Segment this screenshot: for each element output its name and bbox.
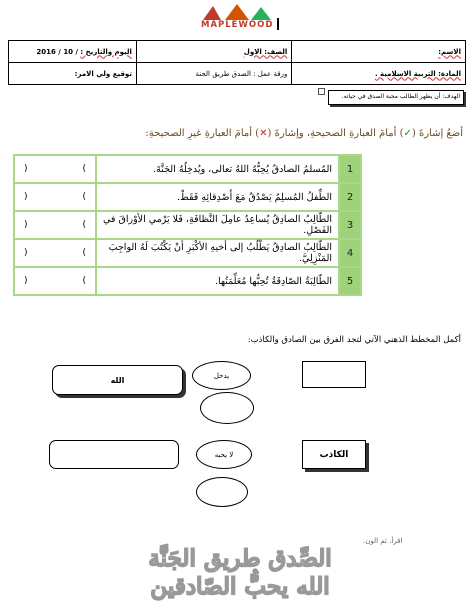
true-false-instruction bbox=[145, 128, 463, 139]
question-number: 3 bbox=[339, 211, 361, 239]
questions-table bbox=[13, 154, 362, 296]
answer-paren-open: ( bbox=[82, 220, 86, 230]
note-anchor-icon bbox=[318, 88, 325, 95]
instruction-part2: ) أمامَ العبارةِ الصحيحةِ، وإشارةَ ( bbox=[267, 128, 404, 139]
grade-cell bbox=[136, 41, 291, 63]
answer-cell[interactable] bbox=[14, 239, 96, 267]
worksheet-label: ورقة عمل : الصدق طريق الجنة bbox=[195, 69, 288, 78]
grade-label: الصف: الاول bbox=[243, 47, 288, 56]
answer-paren-open: ( bbox=[82, 248, 86, 258]
answer-paren-open: ( bbox=[82, 164, 86, 174]
mindmap-instruction: أكمل المخطط الذهني الآتي لتجد الفرق بين الصادق والكاذب: bbox=[247, 335, 461, 345]
objective-text: الهدف: أن يظهر الطالب محبة الصدق في حياته. bbox=[341, 93, 460, 100]
yadkhul-oval bbox=[192, 361, 251, 390]
logo-text: MAPLEWOOD bbox=[201, 20, 274, 30]
instruction-part3: ) أمامَ العبارةِ غيرِ الصحيحةِ: bbox=[145, 128, 260, 139]
answer-paren-close: ) bbox=[24, 248, 28, 258]
date-value: / 10 / 2016 bbox=[36, 47, 79, 56]
name-cell bbox=[292, 41, 466, 63]
answer-paren-close: ) bbox=[24, 220, 28, 230]
liar-box bbox=[302, 440, 366, 469]
answer-paren-close: ) bbox=[24, 276, 28, 286]
la-yuhibbuh-label: لا يحبه bbox=[214, 450, 234, 459]
objective-note bbox=[328, 90, 464, 105]
blank-oval-2[interactable] bbox=[196, 477, 248, 507]
question-text: الطّالِبُ الصادِقُ يَطْلُبُ إلى أخيهِ الأكْبَرِ أنْ يَكْتُبَ لَهُ الواجِبَ المَنْزِلِيَّ. bbox=[96, 239, 339, 267]
blank-oval-1[interactable] bbox=[200, 392, 254, 424]
question-text: الطّالِبَةُ الصّادِقَةُ تُحِبُّها مُعَلِّمَتُها. bbox=[96, 267, 339, 295]
allah-box bbox=[52, 365, 183, 395]
parent-sign-label: توقيع ولي الامر: bbox=[74, 69, 132, 78]
footer-line-1: الصِّدق طريق الجَنَّة bbox=[148, 545, 332, 572]
instruction-part1: أضعُ إشارةَ ( bbox=[411, 128, 463, 139]
answer-cell[interactable] bbox=[14, 183, 96, 211]
question-row bbox=[14, 267, 361, 295]
date-cell bbox=[9, 41, 137, 63]
question-number: 2 bbox=[339, 183, 361, 211]
school-logo bbox=[195, 4, 281, 36]
blank-box-1[interactable] bbox=[302, 361, 366, 388]
answer-paren-open: ( bbox=[82, 192, 86, 202]
question-row bbox=[14, 211, 361, 239]
question-text: المُسلمُ الصادقُ يُحِبُّهُ اللهُ تعالى، ويُدخِلُهُ الجَنَّةَ. bbox=[96, 155, 339, 183]
question-row bbox=[14, 239, 361, 267]
allah-label: الله bbox=[110, 375, 125, 385]
answer-cell[interactable] bbox=[14, 267, 96, 295]
question-row bbox=[14, 155, 361, 183]
check-icon: ✓ bbox=[403, 128, 412, 139]
question-number: 4 bbox=[339, 239, 361, 267]
question-text: الطّالِبُ الصادِقُ يُساعِدُ عامِلَ النَّظافَةِ، فَلا يَرْمي الأوْراقَ في الفَصْلِ. bbox=[96, 211, 339, 239]
read-color-label: اقرأ، ثم الون. bbox=[363, 537, 403, 545]
la-yuhibbuh-oval bbox=[196, 440, 252, 469]
yadkhul-label: يدخل bbox=[213, 371, 230, 380]
answer-cell[interactable] bbox=[14, 211, 96, 239]
question-text: الطِّفلُ المُسلِمُ يَصْدُقُ مَعَ أَصْدِقائِهِ فَقَطْ. bbox=[96, 183, 339, 211]
parent-sign-cell bbox=[9, 63, 137, 85]
question-number: 1 bbox=[339, 155, 361, 183]
answer-paren-open: ( bbox=[82, 276, 86, 286]
answer-cell[interactable] bbox=[14, 155, 96, 183]
liar-label: الكاذب bbox=[319, 449, 349, 460]
header-table bbox=[8, 40, 466, 85]
question-row bbox=[14, 183, 361, 211]
blank-box-2[interactable] bbox=[49, 440, 179, 469]
subject-cell bbox=[292, 63, 466, 85]
answer-paren-close: ) bbox=[24, 164, 28, 174]
name-label: الاسم: bbox=[438, 47, 461, 56]
cross-icon: ✕ bbox=[259, 128, 268, 139]
date-label: اليوم والتاريخ : bbox=[80, 47, 132, 56]
footer-line-2: الله يحبُّ الصّادقين bbox=[150, 573, 330, 600]
answer-paren-close: ) bbox=[24, 192, 28, 202]
question-number: 5 bbox=[339, 267, 361, 295]
subject-label: المادة: التربية الاسلامية . bbox=[374, 69, 461, 78]
worksheet-cell bbox=[136, 63, 291, 85]
